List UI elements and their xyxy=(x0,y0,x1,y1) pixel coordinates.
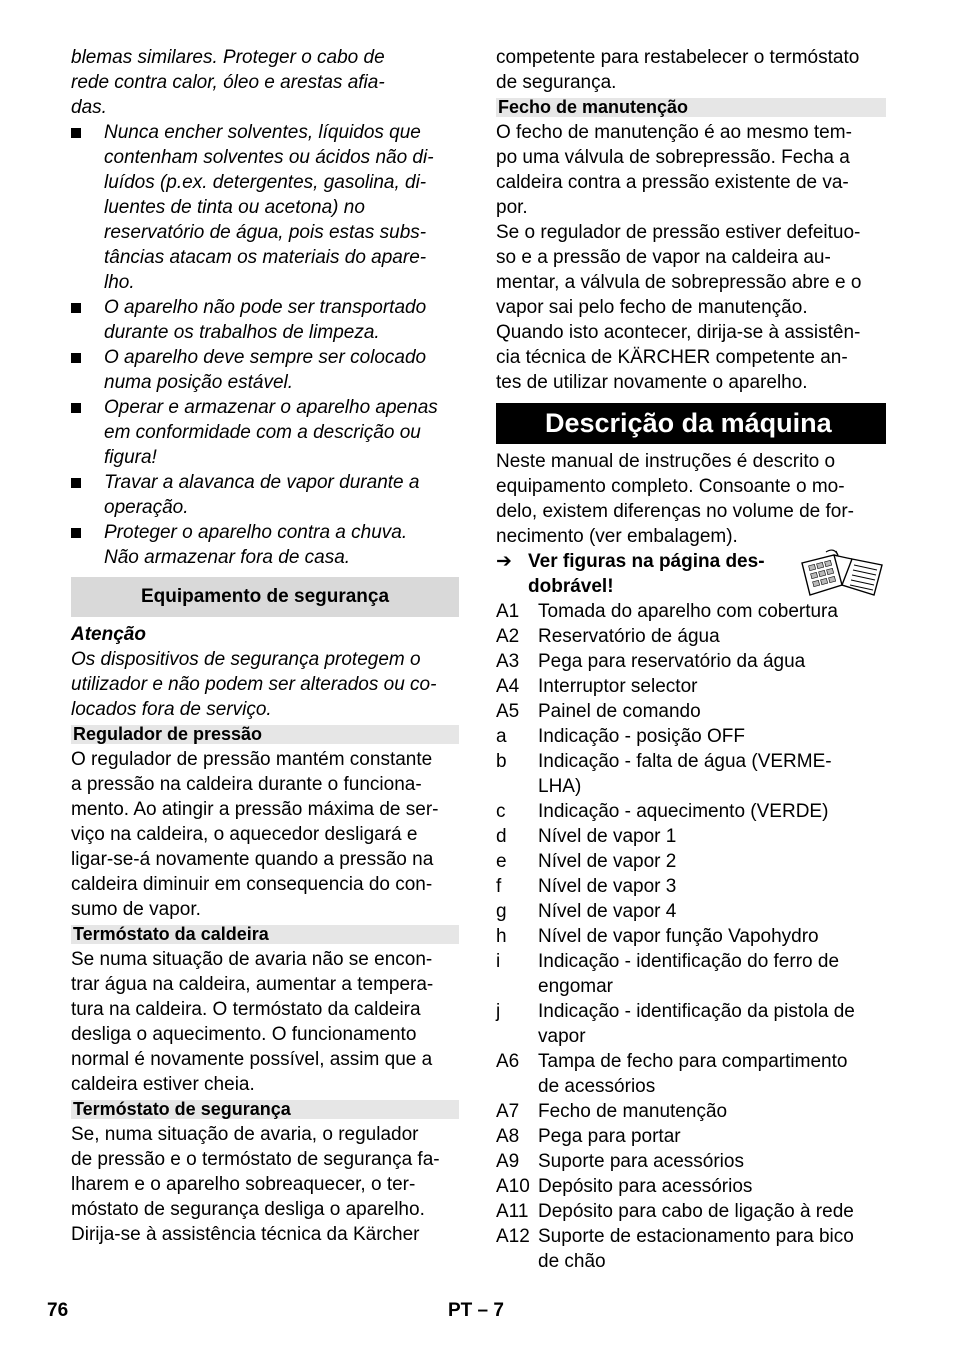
warning-bullet: Travar a alavanca de vapor durante a operação. xyxy=(71,470,459,520)
component-key: d xyxy=(496,826,507,847)
section-heading: Regulador de pressão xyxy=(71,725,459,744)
component-key: a xyxy=(496,726,507,747)
bullet-square-icon xyxy=(71,128,81,138)
bullet-square-icon xyxy=(71,528,81,538)
component-item: A3 Pega para reservatório da água xyxy=(496,651,806,672)
arrow-right-icon: ➔ xyxy=(496,551,512,572)
component-item: a Indicação - posição OFF xyxy=(496,726,745,747)
component-item: c Indicação - aquecimento (VERDE) xyxy=(496,801,829,822)
warning-bullet: O aparelho deve sempre ser colocado numa posição estável. xyxy=(71,345,459,395)
component-key: i xyxy=(496,951,501,972)
component-item: A9 Suporte para acessórios xyxy=(496,1151,744,1172)
component-key: A2 xyxy=(496,626,520,647)
component-key: e xyxy=(496,851,507,872)
component-key: f xyxy=(496,876,502,897)
warning-bullet: Nunca encher solventes, líquidos que contenham solventes ou ácidos não di- luídos (p.ex. detergentes, gasolina, di- luentes de tinta ou acetona) no reservatório de água, pois estas subs- tâncias atacam os materiais do apare- lho. xyxy=(71,120,459,295)
component-item: A2 Reservatório de água xyxy=(496,626,720,647)
section-paragraph: Se, numa situação de avaria, o regulador de pressão e o termóstato de segurança fa- lharem e o aparelho sobreaquecer, o ter- móstato de segurança desliga o aparelho. Dirija-se à assistência técnica da Kärcher xyxy=(71,1124,440,1245)
warning-bullet-list xyxy=(71,120,459,570)
component-key: A1 xyxy=(496,601,520,622)
attention-label: Atenção xyxy=(71,624,146,645)
page-number: 76 xyxy=(47,1300,69,1321)
component-key: h xyxy=(496,926,507,947)
component-item: A5 Painel de comando xyxy=(496,701,701,722)
figure-reference xyxy=(496,549,886,599)
component-item: g Nível de vapor 4 xyxy=(496,901,677,922)
component-key: A6 xyxy=(496,1051,520,1072)
component-list xyxy=(496,599,886,1274)
component-item: A10 Depósito para acessórios xyxy=(496,1176,753,1197)
intro-paragraph: blemas similares. Proteger o cabo de rede contra calor, óleo e arestas afia- das. xyxy=(71,47,385,118)
component-key: A10 xyxy=(496,1176,530,1197)
section-paragraph: O regulador de pressão mantém constante a pressão na caldeira durante o funciona- mento. Ao atingir a pressão máxima de ser- viço na caldeira, o aquecedor desligará e ligar-se-á novamente quando a pressão na caldeira diminuir em consequencia do con- sumo de vapor. xyxy=(71,749,439,920)
component-key: c xyxy=(496,801,506,822)
component-item: A4 Interruptor selector xyxy=(496,676,698,697)
bullet-square-icon xyxy=(71,403,81,413)
page-label: PT – 7 xyxy=(448,1300,504,1321)
intro-paragraph: competente para restabelecer o termóstato de segurança. xyxy=(496,47,860,93)
component-key: A5 xyxy=(496,701,520,722)
figure-reference-note: ➔ Ver figuras na página des- dobrável! xyxy=(496,551,765,597)
component-item: d Nível de vapor 1 xyxy=(496,826,677,847)
section-heading: Termóstato da caldeira xyxy=(71,925,459,944)
open-book-icon xyxy=(798,549,884,599)
component-item: h Nível de vapor função Vapohydro xyxy=(496,926,819,947)
section-paragraph: Se numa situação de avaria não se encon- trar água na caldeira, aumentar a tempera- tura na caldeira. O termóstato da caldeira desliga o aquecimento. O funcionamento normal é novamente possível, assim que a caldeira estiver cheia. xyxy=(71,949,434,1095)
attention-paragraph: Os dispositivos de segurança protegem o utilizador e não podem ser alterados ou co- locados fora de serviço. xyxy=(71,649,437,720)
component-key: A3 xyxy=(496,651,520,672)
bullet-square-icon xyxy=(71,478,81,488)
component-key: A7 xyxy=(496,1101,520,1122)
component-item: f Nível de vapor 3 xyxy=(496,876,677,897)
maintenance-lock-paragraph: O fecho de manutenção é ao mesmo tem- po uma válvula de sobrepressão. Fecha a caldeira contra a pressão existente de va- por. Se o regulador de pressão estiver defeituo- so e a pressão de vapor na caldeira au- mentar, a válvula de sobrepressão abre e o vapor sai pelo fecho de manutenção. Quando isto acontecer, dirija-se à assistên- cia técnica de KÄRCHER competente an- tes de utilizar novamente o aparelho. xyxy=(496,122,862,393)
bullet-square-icon xyxy=(71,353,81,363)
component-item: A7 Fecho de manutenção xyxy=(496,1101,728,1122)
warning-bullet: O aparelho não pode ser transportado durante os trabalhos de limpeza. xyxy=(71,295,459,345)
component-key: b xyxy=(496,751,507,772)
component-key: A11 xyxy=(496,1201,529,1222)
component-item: A12 Suporte de estacionamento para bico de chão xyxy=(496,1226,854,1272)
component-item: A6 Tampa de fecho para compartimento de acessórios xyxy=(496,1051,848,1097)
safety-equipment-heading: Equipamento de segurança xyxy=(71,577,459,617)
component-key: A4 xyxy=(496,676,520,697)
component-key: A9 xyxy=(496,1151,520,1172)
component-item: A8 Pega para portar xyxy=(496,1126,681,1147)
maintenance-lock-heading: Fecho de manutenção xyxy=(496,98,886,117)
component-item: j Indicação - identificação da pistola de vapor xyxy=(496,1001,855,1047)
component-item: A11 Depósito para cabo de ligação à rede xyxy=(496,1201,854,1222)
warning-bullet: Operar e armazenar o aparelho apenas em conformidade com a descrição ou figura! xyxy=(71,395,459,470)
left-column xyxy=(71,45,459,1247)
component-item: i Indicação - identificação do ferro de engomar xyxy=(496,951,840,997)
warning-bullet: Proteger o aparelho contra a chuva. Não armazenar fora de casa. xyxy=(71,520,459,570)
component-item: b Indicação - falta de água (VERME- LHA) xyxy=(496,751,832,797)
machine-description-paragraph: Neste manual de instruções é descrito o equipamento completo. Consoante o mo- delo, existem diferenças no volume de for- necimento (ver embalagem). xyxy=(496,451,855,547)
machine-description-heading: Descrição da máquina xyxy=(496,403,886,444)
component-key: A12 xyxy=(496,1226,530,1247)
component-key: A8 xyxy=(496,1126,520,1147)
component-key: j xyxy=(496,1001,501,1022)
bullet-square-icon xyxy=(71,303,81,313)
component-key: g xyxy=(496,901,507,922)
component-item: e Nível de vapor 2 xyxy=(496,851,677,872)
component-item: A1 Tomada do aparelho com cobertura xyxy=(496,601,838,622)
section-heading: Termóstato de segurança xyxy=(71,1100,459,1119)
right-column xyxy=(496,45,886,1274)
safety-sections xyxy=(71,725,459,1247)
